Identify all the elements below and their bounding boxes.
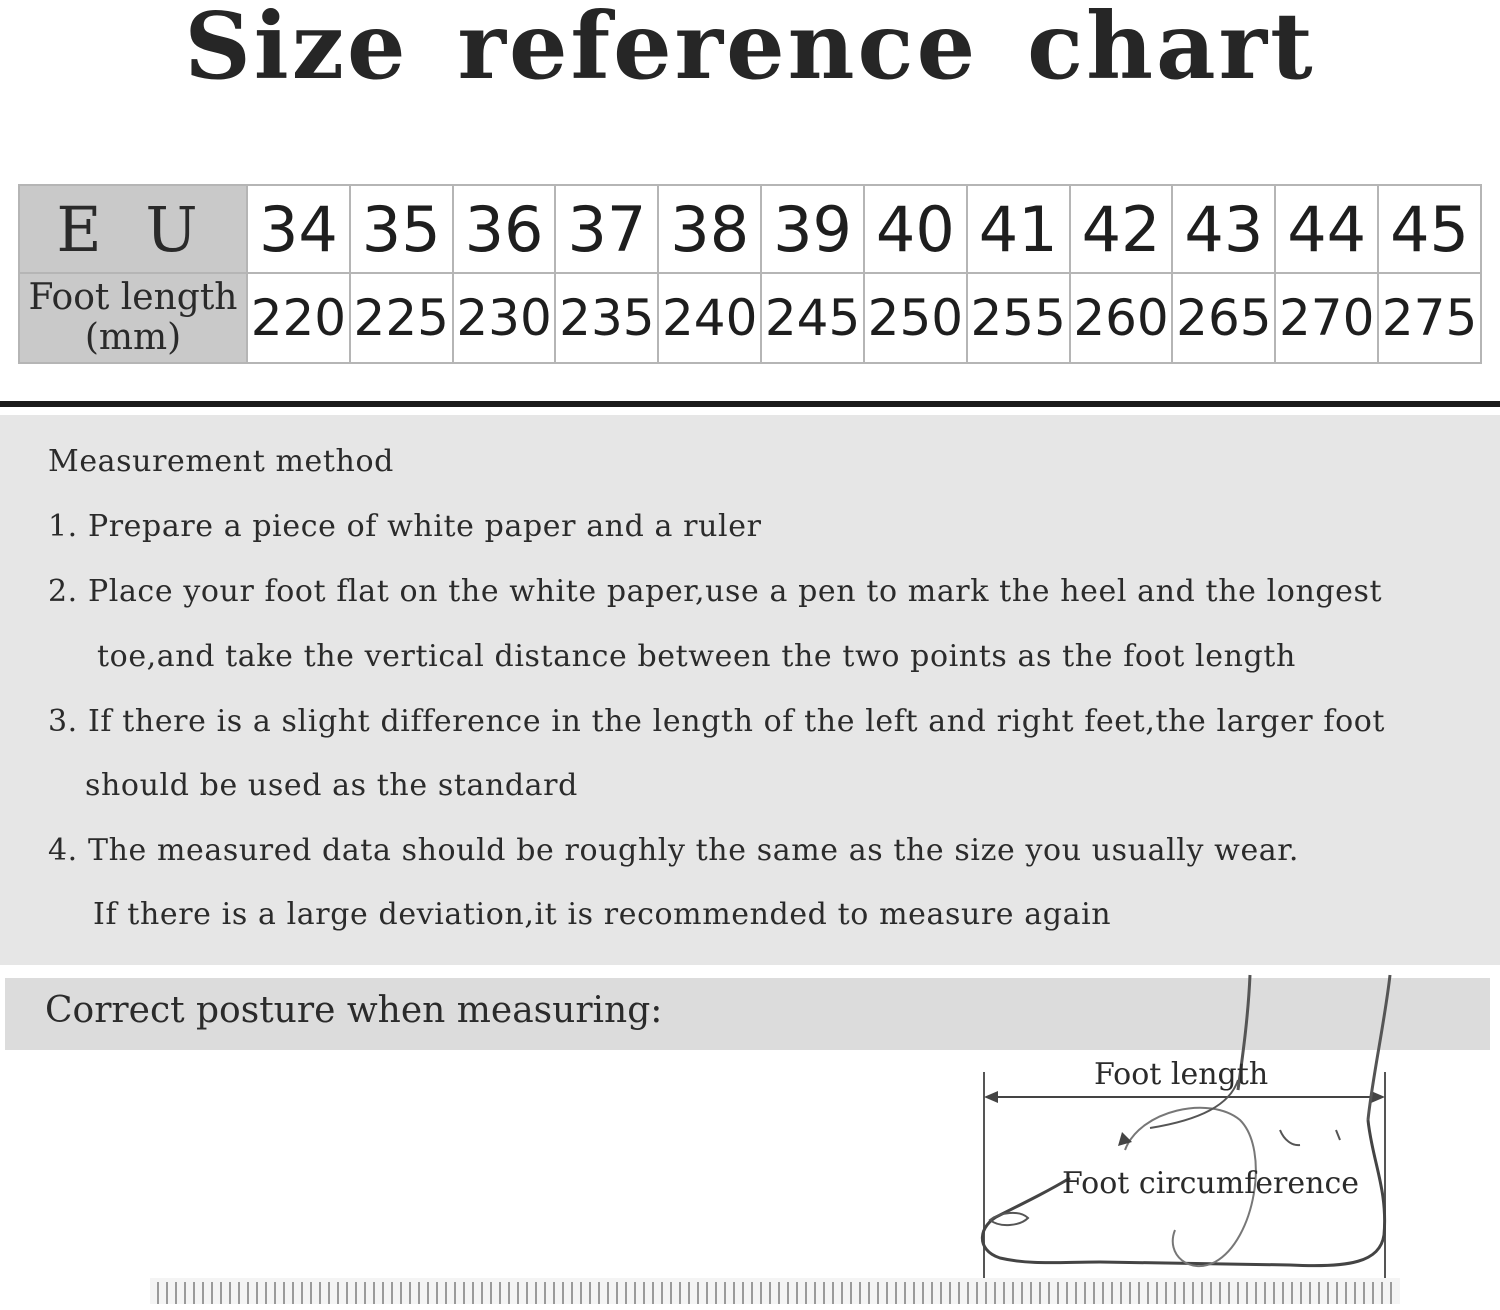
eu-size-cell: 42 — [1070, 185, 1173, 273]
foot-length-header-cell — [19, 273, 247, 363]
foot-length-label: Foot length — [1094, 1057, 1269, 1092]
foot-circumference-label: Foot circumference — [1062, 1166, 1360, 1201]
method-step-4: 4. The measured data should be roughly the same as the size you usually wear. — [48, 833, 1300, 868]
foot-length-cell: 225 — [350, 273, 453, 363]
method-step-1: 1. Prepare a piece of white paper and a ruler — [48, 509, 762, 544]
eu-header-cell: E U — [19, 185, 247, 273]
foot-length-cell: 270 — [1275, 273, 1378, 363]
measurement-method-panel — [0, 415, 1500, 965]
foot-length-cell: 235 — [555, 273, 658, 363]
eu-size-row — [19, 185, 1481, 273]
foot-diagram — [0, 970, 1500, 1310]
posture-label: Correct posture when measuring: — [45, 990, 663, 1031]
foot-length-cell: 260 — [1070, 273, 1173, 363]
foot-length-cell: 275 — [1378, 273, 1481, 363]
eu-size-cell: 37 — [555, 185, 658, 273]
eu-size-cell: 38 — [658, 185, 761, 273]
arrow-left-icon — [984, 1091, 998, 1103]
ankle-mark — [1280, 1130, 1300, 1145]
method-step-2: 2. Place your foot flat on the white paper,use a pen to mark the heel and the longest — [48, 574, 1383, 609]
method-step-4-continued: If there is a large deviation,it is recommended to measure again — [93, 897, 1112, 932]
foot-length-header-line1: Foot length — [28, 277, 238, 318]
method-step-3-continued: should be used as the standard — [85, 768, 578, 803]
eu-size-cell: 43 — [1172, 185, 1275, 273]
measurement-method-heading: Measurement method — [48, 444, 394, 479]
method-step-2-continued: toe,and take the vertical distance between the two points as the foot length — [97, 639, 1296, 674]
foot-length-cell: 265 — [1172, 273, 1275, 363]
eu-size-cell: 39 — [761, 185, 864, 273]
foot-length-cell: 240 — [658, 273, 761, 363]
foot-length-header-line2: (mm) — [84, 317, 182, 358]
eu-size-cell: 36 — [453, 185, 556, 273]
eu-size-cell: 44 — [1275, 185, 1378, 273]
eu-size-cell: 34 — [247, 185, 350, 273]
ankle-mark-2 — [1336, 1130, 1340, 1140]
method-step-3: 3. If there is a slight difference in the length of the left and right feet,the larger foot — [48, 704, 1386, 739]
foot-length-cell: 245 — [761, 273, 864, 363]
eu-size-cell: 41 — [967, 185, 1070, 273]
eu-size-cell: 45 — [1378, 185, 1481, 273]
foot-length-cell: 220 — [247, 273, 350, 363]
foot-length-cell: 255 — [967, 273, 1070, 363]
foot-length-cell: 250 — [864, 273, 967, 363]
size-table — [18, 184, 1482, 364]
section-divider — [0, 401, 1500, 407]
eu-size-cell: 40 — [864, 185, 967, 273]
foot-length-row — [19, 273, 1481, 363]
page-title: Size reference chart — [184, 0, 1316, 100]
foot-length-cell: 230 — [453, 273, 556, 363]
eu-size-cell: 35 — [350, 185, 453, 273]
